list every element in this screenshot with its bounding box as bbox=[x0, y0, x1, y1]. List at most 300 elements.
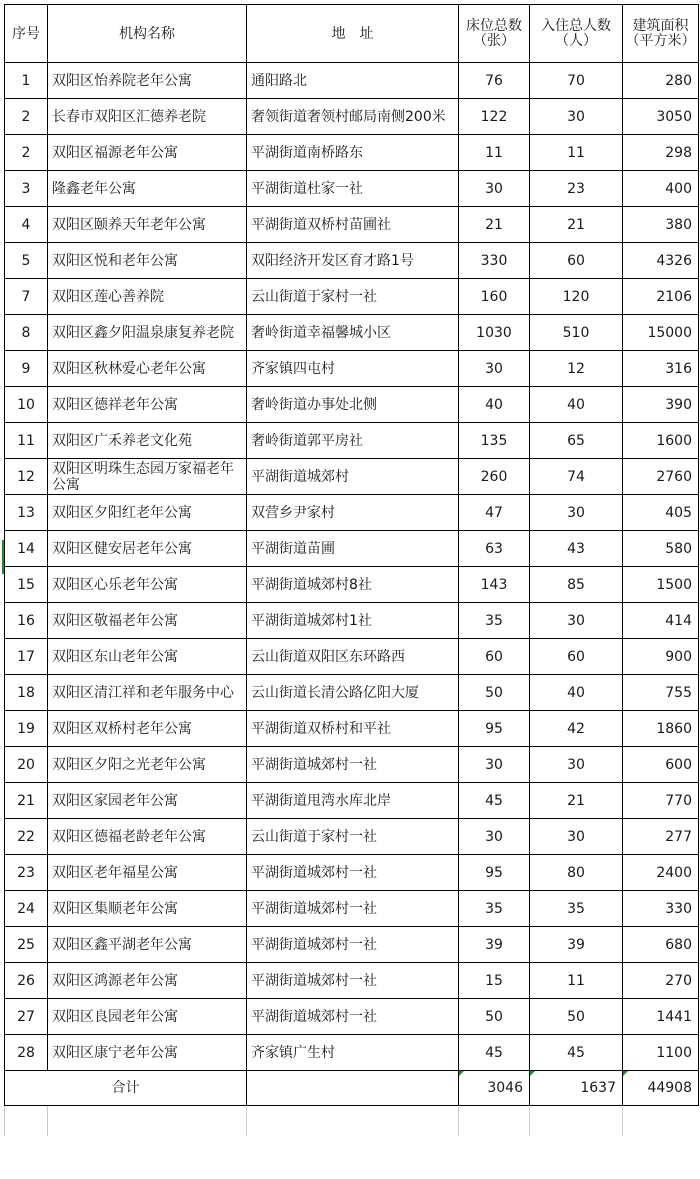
row-seq-text: 5 bbox=[21, 252, 31, 269]
row-name[interactable] bbox=[48, 927, 247, 963]
selection-edge-marker bbox=[2, 540, 4, 574]
row-area[interactable] bbox=[623, 891, 699, 927]
row-address[interactable] bbox=[247, 495, 459, 531]
row-beds-text: 143 bbox=[480, 576, 508, 593]
row-address[interactable] bbox=[247, 999, 459, 1035]
row-residents[interactable] bbox=[530, 63, 623, 99]
row-residents[interactable] bbox=[530, 315, 623, 351]
row-beds[interactable] bbox=[459, 387, 530, 423]
row-beds[interactable] bbox=[459, 423, 530, 459]
row-residents-text: 50 bbox=[567, 1008, 585, 1025]
row-area[interactable] bbox=[623, 351, 699, 387]
row-area[interactable] bbox=[623, 711, 699, 747]
row-residents[interactable] bbox=[530, 387, 623, 423]
row-residents[interactable] bbox=[530, 963, 623, 999]
row-residents[interactable] bbox=[530, 891, 623, 927]
row-beds-text: 135 bbox=[480, 432, 508, 449]
row-area[interactable] bbox=[623, 63, 699, 99]
empty-cell[interactable] bbox=[530, 1106, 623, 1137]
row-beds[interactable] bbox=[459, 675, 530, 711]
row-name-text: 双阳区莲心善养院 bbox=[52, 288, 164, 305]
row-seq[interactable] bbox=[5, 243, 48, 279]
row-address-text: 奢岭街道幸福馨城小区 bbox=[251, 324, 391, 341]
row-name[interactable] bbox=[48, 639, 247, 675]
row-address[interactable] bbox=[247, 603, 459, 639]
empty-cell[interactable] bbox=[459, 1106, 530, 1137]
empty-cell[interactable] bbox=[623, 1106, 699, 1137]
row-seq[interactable] bbox=[5, 999, 48, 1035]
row-residents-text: 42 bbox=[567, 720, 585, 737]
table-row bbox=[5, 999, 699, 1035]
row-seq[interactable] bbox=[5, 963, 48, 999]
row-area-text: 900 bbox=[665, 648, 692, 665]
row-address[interactable] bbox=[247, 315, 459, 351]
row-seq-text: 24 bbox=[17, 900, 35, 917]
row-residents-text: 40 bbox=[567, 396, 585, 413]
row-beds[interactable] bbox=[459, 351, 530, 387]
row-address-text: 平湖街道城郊村一社 bbox=[251, 1008, 377, 1025]
row-beds-text: 45 bbox=[485, 1044, 503, 1061]
row-beds[interactable] bbox=[459, 747, 530, 783]
row-address[interactable] bbox=[247, 783, 459, 819]
row-area-text: 270 bbox=[665, 972, 692, 989]
row-area[interactable] bbox=[623, 567, 699, 603]
row-residents[interactable] bbox=[530, 99, 623, 135]
row-residents[interactable] bbox=[530, 351, 623, 387]
row-beds-text: 60 bbox=[485, 648, 503, 665]
total-row bbox=[5, 1071, 699, 1106]
row-area[interactable] bbox=[623, 207, 699, 243]
row-area-text: 600 bbox=[665, 756, 692, 773]
row-beds[interactable] bbox=[459, 567, 530, 603]
row-seq[interactable] bbox=[5, 747, 48, 783]
row-area[interactable] bbox=[623, 279, 699, 315]
row-name-text: 长春市双阳区汇德养老院 bbox=[52, 108, 206, 125]
row-seq-text: 4 bbox=[21, 216, 31, 233]
row-seq[interactable] bbox=[5, 891, 48, 927]
table-row bbox=[5, 963, 699, 999]
row-residents-text: 35 bbox=[567, 900, 585, 917]
row-name[interactable] bbox=[48, 315, 247, 351]
row-residents-text: 12 bbox=[567, 360, 585, 377]
row-name[interactable] bbox=[48, 351, 247, 387]
row-area-text: 2400 bbox=[656, 864, 692, 881]
row-residents-text: 60 bbox=[567, 648, 585, 665]
row-residents[interactable] bbox=[530, 747, 623, 783]
row-area-text: 316 bbox=[665, 360, 692, 377]
row-name[interactable] bbox=[48, 99, 247, 135]
row-beds-text: 47 bbox=[485, 504, 503, 521]
row-residents[interactable] bbox=[530, 639, 623, 675]
row-beds-text: 1030 bbox=[476, 324, 512, 341]
row-seq-text: 16 bbox=[17, 612, 35, 629]
row-seq-text: 3 bbox=[21, 180, 31, 197]
row-address-text: 平湖街道城郊村一社 bbox=[251, 864, 377, 881]
table-row bbox=[5, 495, 699, 531]
row-seq-text: 2 bbox=[21, 144, 31, 161]
row-residents[interactable] bbox=[530, 567, 623, 603]
row-beds[interactable] bbox=[459, 243, 530, 279]
row-area[interactable] bbox=[623, 495, 699, 531]
table-row bbox=[5, 747, 699, 783]
row-name[interactable] bbox=[48, 243, 247, 279]
row-name[interactable] bbox=[48, 603, 247, 639]
row-residents[interactable] bbox=[530, 675, 623, 711]
row-name[interactable] bbox=[48, 891, 247, 927]
row-seq-text: 19 bbox=[17, 720, 35, 737]
row-beds-text: 95 bbox=[485, 720, 503, 737]
row-seq[interactable] bbox=[5, 63, 48, 99]
row-area[interactable] bbox=[623, 423, 699, 459]
row-area[interactable] bbox=[623, 819, 699, 855]
row-residents-text: 80 bbox=[567, 864, 585, 881]
row-address-text: 云山街道于家村一社 bbox=[251, 828, 377, 845]
header-address[interactable]: 地 址 bbox=[247, 5, 459, 63]
row-seq[interactable] bbox=[5, 567, 48, 603]
row-area[interactable] bbox=[623, 927, 699, 963]
row-residents-text: 30 bbox=[567, 108, 585, 125]
row-residents-text: 11 bbox=[567, 972, 585, 989]
row-name-text: 双阳区健安居老年公寓 bbox=[52, 540, 192, 557]
row-name[interactable] bbox=[48, 783, 247, 819]
row-residents-text: 510 bbox=[562, 324, 590, 341]
row-residents[interactable] bbox=[530, 531, 623, 567]
row-seq[interactable] bbox=[5, 387, 48, 423]
row-area[interactable] bbox=[623, 315, 699, 351]
row-residents-text: 45 bbox=[567, 1044, 585, 1061]
row-address[interactable] bbox=[247, 423, 459, 459]
row-beds[interactable] bbox=[459, 315, 530, 351]
row-address-text: 平湖街道城郊村一社 bbox=[251, 756, 377, 773]
row-seq-text: 11 bbox=[17, 432, 35, 449]
row-address[interactable] bbox=[247, 243, 459, 279]
row-residents[interactable] bbox=[530, 207, 623, 243]
row-beds-text: 63 bbox=[485, 540, 503, 557]
row-residents-text: 30 bbox=[567, 612, 585, 629]
table-row bbox=[5, 315, 699, 351]
row-name-text: 双阳区老年福星公寓 bbox=[52, 864, 178, 881]
row-name-text: 双阳区清江祥和老年服务中心 bbox=[52, 684, 234, 701]
row-area[interactable] bbox=[623, 855, 699, 891]
row-beds-text: 160 bbox=[480, 288, 508, 305]
row-address[interactable] bbox=[247, 1035, 459, 1071]
row-name-text: 双阳区双桥村老年公寓 bbox=[52, 720, 192, 737]
row-residents[interactable] bbox=[530, 603, 623, 639]
row-name[interactable] bbox=[48, 675, 247, 711]
row-address-text: 齐家镇广生村 bbox=[251, 1044, 335, 1061]
row-residents[interactable] bbox=[530, 819, 623, 855]
row-beds[interactable] bbox=[459, 135, 530, 171]
header-name[interactable]: 机构名称 bbox=[48, 5, 247, 63]
row-name[interactable] bbox=[48, 495, 247, 531]
row-name[interactable] bbox=[48, 531, 247, 567]
row-seq[interactable] bbox=[5, 711, 48, 747]
table-row bbox=[5, 567, 699, 603]
row-address[interactable] bbox=[247, 891, 459, 927]
row-beds-text: 50 bbox=[485, 1008, 503, 1025]
row-beds[interactable] bbox=[459, 819, 530, 855]
row-seq[interactable] bbox=[5, 675, 48, 711]
row-address[interactable] bbox=[247, 927, 459, 963]
row-seq[interactable] bbox=[5, 1035, 48, 1071]
empty-cell[interactable] bbox=[48, 1106, 247, 1137]
row-name[interactable] bbox=[48, 963, 247, 999]
row-name[interactable] bbox=[48, 279, 247, 315]
row-seq[interactable] bbox=[5, 423, 48, 459]
row-name-text: 双阳区鸿源老年公寓 bbox=[52, 972, 178, 989]
row-beds[interactable] bbox=[459, 603, 530, 639]
row-address-text: 双营乡尹家村 bbox=[251, 504, 335, 521]
row-residents-text: 120 bbox=[562, 288, 590, 305]
row-address-text: 通阳路北 bbox=[251, 72, 307, 89]
row-address[interactable] bbox=[247, 387, 459, 423]
row-residents-text: 23 bbox=[567, 180, 585, 197]
row-address[interactable] bbox=[247, 747, 459, 783]
row-address[interactable] bbox=[247, 711, 459, 747]
row-beds-text: 40 bbox=[485, 396, 503, 413]
row-beds[interactable] bbox=[459, 891, 530, 927]
row-beds[interactable] bbox=[459, 711, 530, 747]
total-label[interactable]: 合计 bbox=[5, 1071, 247, 1106]
row-residents[interactable] bbox=[530, 243, 623, 279]
row-residents-text: 40 bbox=[567, 684, 585, 701]
row-address[interactable] bbox=[247, 819, 459, 855]
row-seq-text: 28 bbox=[17, 1044, 35, 1061]
total-address-cell[interactable] bbox=[247, 1071, 459, 1106]
row-name-text: 双阳区东山老年公寓 bbox=[52, 648, 178, 665]
row-name-text: 双阳区颐养天年老年公寓 bbox=[52, 216, 206, 233]
header-area[interactable]: 建筑面积（平方米） bbox=[623, 5, 699, 63]
row-beds[interactable] bbox=[459, 171, 530, 207]
row-residents-text: 21 bbox=[567, 792, 585, 809]
row-area-text: 4326 bbox=[656, 252, 692, 269]
row-residents[interactable] bbox=[530, 711, 623, 747]
row-name[interactable] bbox=[48, 711, 247, 747]
row-seq-text: 9 bbox=[21, 360, 31, 377]
row-address[interactable] bbox=[247, 567, 459, 603]
header-seq[interactable]: 序号 bbox=[5, 5, 48, 63]
row-name[interactable] bbox=[48, 63, 247, 99]
table-row bbox=[5, 855, 699, 891]
row-address-text: 平湖街道城郊村一社 bbox=[251, 900, 377, 917]
row-residents-text: 21 bbox=[567, 216, 585, 233]
row-seq[interactable] bbox=[5, 279, 48, 315]
row-seq-text: 20 bbox=[17, 756, 35, 773]
row-name[interactable] bbox=[48, 207, 247, 243]
row-residents-text: 60 bbox=[567, 252, 585, 269]
row-area-text: 2106 bbox=[656, 288, 692, 305]
table-row bbox=[5, 387, 699, 423]
row-area-text: 390 bbox=[665, 396, 692, 413]
empty-cell[interactable] bbox=[5, 1106, 48, 1137]
row-residents-text: 39 bbox=[567, 936, 585, 953]
row-address-text: 平湖街道甩湾水库北岸 bbox=[251, 792, 391, 809]
row-seq[interactable] bbox=[5, 531, 48, 567]
row-address-text: 平湖街道城郊村1社 bbox=[251, 612, 372, 629]
row-seq-text: 15 bbox=[17, 576, 35, 593]
row-seq[interactable] bbox=[5, 171, 48, 207]
row-address[interactable] bbox=[247, 207, 459, 243]
row-area-text: 405 bbox=[665, 504, 692, 521]
empty-cell[interactable] bbox=[247, 1106, 459, 1137]
row-beds[interactable] bbox=[459, 927, 530, 963]
row-beds[interactable] bbox=[459, 99, 530, 135]
row-address[interactable] bbox=[247, 135, 459, 171]
row-name[interactable] bbox=[48, 747, 247, 783]
row-name-text: 双阳区怡养院老年公寓 bbox=[52, 72, 192, 89]
row-residents-text: 85 bbox=[567, 576, 585, 593]
row-seq[interactable] bbox=[5, 819, 48, 855]
row-seq[interactable] bbox=[5, 459, 48, 495]
row-name-text: 双阳区集顺老年公寓 bbox=[52, 900, 178, 917]
row-area[interactable] bbox=[623, 171, 699, 207]
row-name[interactable] bbox=[48, 567, 247, 603]
row-name[interactable] bbox=[48, 855, 247, 891]
row-name-text: 双阳区明珠生态园万家福老年公寓 bbox=[52, 460, 234, 493]
row-seq[interactable] bbox=[5, 855, 48, 891]
row-name[interactable] bbox=[48, 999, 247, 1035]
table-row bbox=[5, 675, 699, 711]
row-name[interactable] bbox=[48, 135, 247, 171]
row-residents[interactable] bbox=[530, 423, 623, 459]
table-row bbox=[5, 459, 699, 495]
row-beds[interactable] bbox=[459, 531, 530, 567]
row-address[interactable] bbox=[247, 675, 459, 711]
row-seq-text: 10 bbox=[17, 396, 35, 413]
row-area-text: 380 bbox=[665, 216, 692, 233]
row-address[interactable] bbox=[247, 171, 459, 207]
row-residents-text: 30 bbox=[567, 756, 585, 773]
row-name[interactable] bbox=[48, 387, 247, 423]
row-address-text: 双阳经济开发区育才路1号 bbox=[251, 252, 414, 269]
row-seq[interactable] bbox=[5, 783, 48, 819]
row-address[interactable] bbox=[247, 963, 459, 999]
row-seq[interactable] bbox=[5, 99, 48, 135]
row-seq[interactable] bbox=[5, 315, 48, 351]
row-beds-text: 260 bbox=[480, 468, 508, 485]
row-seq[interactable] bbox=[5, 603, 48, 639]
row-residents[interactable] bbox=[530, 459, 623, 495]
row-address[interactable] bbox=[247, 639, 459, 675]
row-area[interactable] bbox=[623, 963, 699, 999]
row-seq[interactable] bbox=[5, 207, 48, 243]
row-area[interactable] bbox=[623, 459, 699, 495]
row-area[interactable] bbox=[623, 135, 699, 171]
row-residents[interactable] bbox=[530, 927, 623, 963]
row-seq[interactable] bbox=[5, 135, 48, 171]
row-residents[interactable] bbox=[530, 495, 623, 531]
row-area-text: 1441 bbox=[656, 1008, 692, 1025]
header-beds[interactable]: 床位总数（张） bbox=[459, 5, 530, 63]
row-residents[interactable] bbox=[530, 855, 623, 891]
row-seq-text: 26 bbox=[17, 972, 35, 989]
total-residents[interactable]: 1637 bbox=[530, 1071, 623, 1106]
row-name-text: 双阳区秋林爱心老年公寓 bbox=[52, 360, 206, 377]
row-address[interactable] bbox=[247, 459, 459, 495]
row-address[interactable] bbox=[247, 855, 459, 891]
row-seq[interactable] bbox=[5, 495, 48, 531]
table-row bbox=[5, 171, 699, 207]
row-seq[interactable] bbox=[5, 927, 48, 963]
row-name-text: 双阳区家园老年公寓 bbox=[52, 792, 178, 809]
row-address-text: 平湖街道城郊村 bbox=[251, 468, 349, 485]
row-name[interactable] bbox=[48, 459, 247, 495]
row-beds-text: 30 bbox=[485, 828, 503, 845]
row-beds[interactable] bbox=[459, 495, 530, 531]
row-address[interactable] bbox=[247, 279, 459, 315]
row-area[interactable] bbox=[623, 531, 699, 567]
row-beds[interactable] bbox=[459, 639, 530, 675]
row-beds[interactable] bbox=[459, 279, 530, 315]
row-residents[interactable] bbox=[530, 783, 623, 819]
table-row bbox=[5, 243, 699, 279]
row-address[interactable] bbox=[247, 531, 459, 567]
row-area[interactable] bbox=[623, 999, 699, 1035]
row-beds-text: 76 bbox=[485, 72, 503, 89]
row-seq[interactable] bbox=[5, 351, 48, 387]
row-beds[interactable] bbox=[459, 783, 530, 819]
header-residents[interactable]: 入住总人数（人） bbox=[530, 5, 623, 63]
row-name[interactable] bbox=[48, 819, 247, 855]
total-area[interactable]: 44908 bbox=[623, 1071, 699, 1106]
row-address[interactable] bbox=[247, 99, 459, 135]
row-beds[interactable] bbox=[459, 459, 530, 495]
row-area[interactable] bbox=[623, 1035, 699, 1071]
table-row bbox=[5, 423, 699, 459]
row-area-text: 770 bbox=[665, 792, 692, 809]
row-residents[interactable] bbox=[530, 999, 623, 1035]
row-area[interactable] bbox=[623, 603, 699, 639]
row-area-text: 2760 bbox=[656, 468, 692, 485]
row-name[interactable] bbox=[48, 171, 247, 207]
row-seq[interactable] bbox=[5, 639, 48, 675]
row-beds[interactable] bbox=[459, 63, 530, 99]
row-name-text: 隆鑫老年公寓 bbox=[52, 180, 136, 197]
row-beds[interactable] bbox=[459, 963, 530, 999]
row-seq-text: 1 bbox=[21, 72, 31, 89]
row-name[interactable] bbox=[48, 1035, 247, 1071]
row-address[interactable] bbox=[247, 351, 459, 387]
row-name-text: 双阳区鑫平湖老年公寓 bbox=[52, 936, 192, 953]
row-area[interactable] bbox=[623, 747, 699, 783]
row-area[interactable] bbox=[623, 243, 699, 279]
row-area[interactable] bbox=[623, 639, 699, 675]
row-area[interactable] bbox=[623, 783, 699, 819]
row-residents[interactable] bbox=[530, 279, 623, 315]
row-name-text: 双阳区夕阳红老年公寓 bbox=[52, 504, 192, 521]
row-name-text: 双阳区鑫夕阳温泉康复养老院 bbox=[52, 324, 234, 341]
row-beds[interactable] bbox=[459, 999, 530, 1035]
row-address[interactable] bbox=[247, 63, 459, 99]
row-beds[interactable] bbox=[459, 207, 530, 243]
row-area-text: 1100 bbox=[656, 1044, 692, 1061]
row-area[interactable] bbox=[623, 675, 699, 711]
row-address-text: 平湖街道双桥村和平社 bbox=[251, 720, 391, 737]
row-residents[interactable] bbox=[530, 135, 623, 171]
row-area[interactable] bbox=[623, 387, 699, 423]
row-area-text: 580 bbox=[665, 540, 692, 557]
total-beds[interactable]: 3046 bbox=[459, 1071, 530, 1106]
row-residents[interactable] bbox=[530, 1035, 623, 1071]
table-row bbox=[5, 639, 699, 675]
row-area[interactable] bbox=[623, 99, 699, 135]
row-seq-text: 7 bbox=[21, 288, 31, 305]
row-residents[interactable] bbox=[530, 171, 623, 207]
table-row bbox=[5, 207, 699, 243]
row-name[interactable] bbox=[48, 423, 247, 459]
row-beds[interactable] bbox=[459, 1035, 530, 1071]
row-beds[interactable] bbox=[459, 855, 530, 891]
